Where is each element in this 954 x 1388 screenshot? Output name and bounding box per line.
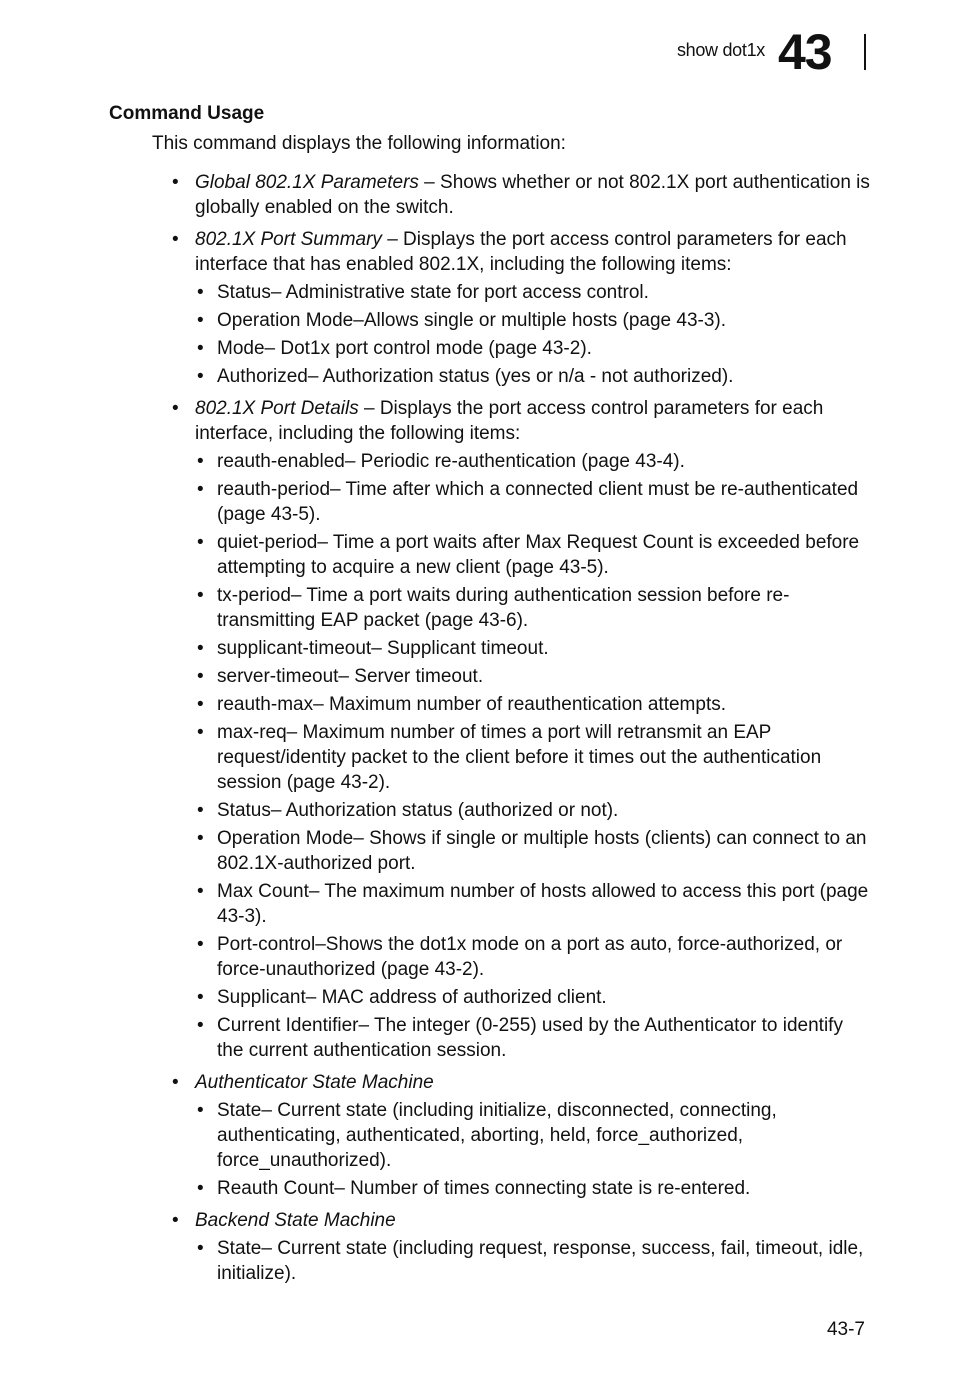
- bullet-icon: •: [197, 881, 204, 902]
- sub-item-text: Mode– Dot1x port control mode (page 43-2).: [217, 338, 592, 359]
- sub-item: [195, 449, 872, 474]
- bullet-icon: •: [197, 310, 204, 331]
- sub-item: [195, 826, 872, 876]
- info-item-description: – Shows whether or not 802.1X port authentication is globally enabled on the switch.: [195, 172, 870, 218]
- info-item-text: [195, 396, 872, 446]
- bullet-icon: •: [197, 532, 204, 553]
- sub-item-text: State– Current state (including initialize, disconnected, connecting, authenticating, authenticated, aborting, held, force_authorized, force_unauthorized).: [217, 1100, 777, 1171]
- info-item: [172, 227, 872, 389]
- sub-list: [195, 1098, 872, 1201]
- sub-item-text: Reauth Count– Number of times connecting state is re-entered.: [217, 1178, 751, 1199]
- sub-item: [195, 664, 872, 689]
- bullet-icon: •: [197, 479, 204, 500]
- info-item-text: [195, 227, 872, 277]
- page-number: 43-7: [826, 1319, 865, 1340]
- sub-item-text: Status– Authorization status (authorized or not).: [217, 800, 619, 821]
- sub-list: [195, 280, 872, 389]
- bullet-icon: •: [197, 585, 204, 606]
- bullet-icon: •: [197, 800, 204, 821]
- bullet-icon: •: [172, 1210, 179, 1231]
- chapter-divider: [864, 34, 866, 70]
- info-item-text: [195, 1208, 872, 1233]
- sub-item-text: max-req– Maximum number of times a port will retransmit an EAP request/identity packet to the client before it times out the authentication session (page 43-2).: [217, 722, 822, 793]
- sub-item: [195, 985, 872, 1010]
- bullet-icon: •: [197, 694, 204, 715]
- sub-item: [195, 280, 872, 305]
- sub-item: [195, 720, 872, 795]
- bullet-icon: •: [172, 1072, 179, 1093]
- bullet-icon: •: [197, 934, 204, 955]
- sub-item-text: supplicant-timeout– Supplicant timeout.: [217, 638, 549, 659]
- bullet-icon: •: [197, 1100, 204, 1121]
- info-item-term: Global 802.1X Parameters: [195, 172, 419, 193]
- sub-item-text: Status– Administrative state for port access control.: [217, 282, 649, 303]
- info-item-term: Backend State Machine: [195, 1210, 396, 1231]
- info-item: [172, 1208, 872, 1286]
- sub-item-text: Port-control–Shows the dot1x mode on a port as auto, force-authorized, or force-unauthorized (page 43-2).: [217, 934, 843, 980]
- sub-item: [195, 1098, 872, 1173]
- sub-list: [195, 449, 872, 1063]
- sub-item-text: Operation Mode–Allows single or multiple hosts (page 43-3).: [217, 310, 727, 331]
- bullet-icon: •: [197, 366, 204, 387]
- sub-item: [195, 1176, 872, 1201]
- bullet-icon: •: [197, 828, 204, 849]
- info-item-term: 802.1X Port Summary: [195, 229, 382, 250]
- sub-item-text: Operation Mode– Shows if single or multiple hosts (clients) can connect to an 802.1X-authorized port.: [217, 828, 867, 874]
- bullet-icon: •: [197, 666, 204, 687]
- info-item: [172, 170, 872, 220]
- sub-item: [195, 1013, 872, 1063]
- sub-item-text: quiet-period– Time a port waits after Max Request Count is exceeded before attempting to acquire a new client (page 43-5).: [217, 532, 860, 578]
- info-item: [172, 396, 872, 1063]
- sub-item-text: reauth-max– Maximum number of reauthentication attempts.: [217, 694, 727, 715]
- info-list: [172, 170, 872, 1293]
- sub-item: [195, 336, 872, 361]
- sub-item: [195, 932, 872, 982]
- header-title: show dot1x: [676, 40, 765, 60]
- sub-item: [195, 798, 872, 823]
- sub-item-text: tx-period– Time a port waits during authentication session before re-transmitting EAP packet (page 43-6).: [217, 585, 790, 631]
- bullet-icon: •: [197, 451, 204, 472]
- intro-text: This command displays the following information:: [152, 133, 566, 154]
- info-item-text: [195, 1070, 872, 1095]
- sub-item: [195, 308, 872, 333]
- info-item-description: – Displays the port access control parameters for each interface, including the following items:: [195, 398, 824, 444]
- bullet-icon: •: [197, 1015, 204, 1036]
- bullet-icon: •: [197, 638, 204, 659]
- sub-item-text: reauth-enabled– Periodic re-authentication (page 43-4).: [217, 451, 685, 472]
- bullet-icon: •: [197, 722, 204, 743]
- sub-item: [195, 530, 872, 580]
- bullet-icon: •: [197, 338, 204, 359]
- bullet-icon: •: [197, 1178, 204, 1199]
- sub-item-text: Authorized– Authorization status (yes or n/a - not authorized).: [217, 366, 734, 387]
- sub-item: [195, 364, 872, 389]
- bullet-icon: •: [172, 398, 179, 419]
- bullet-icon: •: [197, 282, 204, 303]
- bullet-icon: •: [197, 1238, 204, 1259]
- sub-list: [195, 1236, 872, 1286]
- section-heading: Command Usage: [109, 103, 265, 124]
- sub-item: [195, 692, 872, 717]
- sub-item-text: State– Current state (including request, response, success, fail, timeout, idle, initialize).: [217, 1238, 864, 1284]
- sub-item: [195, 879, 872, 929]
- sub-item: [195, 636, 872, 661]
- sub-item-text: Max Count– The maximum number of hosts allowed to access this port (page 43-3).: [217, 881, 869, 927]
- bullet-icon: •: [172, 229, 179, 250]
- bullet-icon: •: [172, 172, 179, 193]
- bullet-icon: •: [197, 987, 204, 1008]
- sub-item-text: Supplicant– MAC address of authorized client.: [217, 987, 607, 1008]
- sub-item-text: server-timeout– Server timeout.: [217, 666, 484, 687]
- sub-item: [195, 583, 872, 633]
- sub-item-text: reauth-period– Time after which a connected client must be re-authenticated (page 43-5).: [217, 479, 859, 525]
- sub-item: [195, 477, 872, 527]
- info-item: [172, 1070, 872, 1201]
- info-item-text: [195, 170, 872, 220]
- sub-item-text: Current Identifier– The integer (0-255) used by the Authenticator to identify the current authentication session.: [217, 1015, 843, 1061]
- sub-item: [195, 1236, 872, 1286]
- chapter-number: 43: [778, 24, 832, 80]
- info-item-term: Authenticator State Machine: [195, 1072, 434, 1093]
- info-item-description: – Displays the port access control parameters for each interface that has enabled 802.1X, including the following items:: [195, 229, 847, 275]
- info-item-term: 802.1X Port Details: [195, 398, 359, 419]
